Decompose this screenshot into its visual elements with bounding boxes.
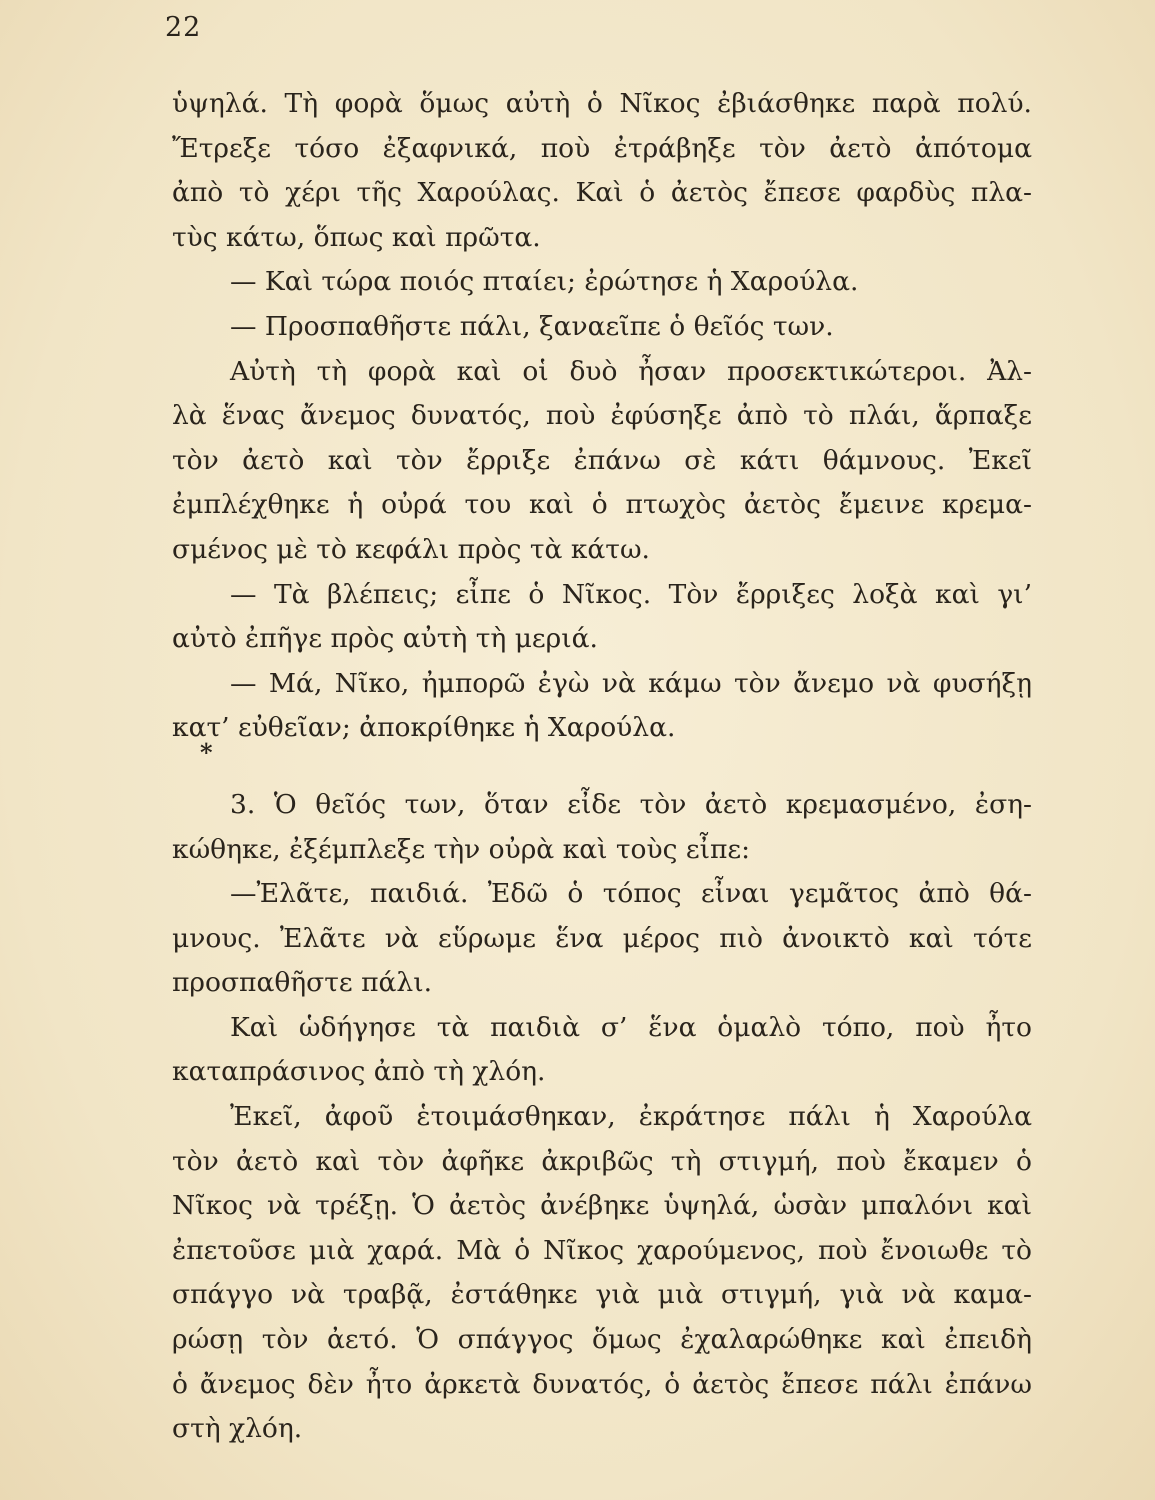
text-line: κώθηκε, ἐξέμπλεξε τὴν οὐρὰ καὶ τοὺς εἶπε: — [172, 833, 751, 865]
text-line: Καὶ ὡδήγησε τὰ παιδιὰ σ’ ἕνα ὁμαλὸ τόπο, ποὺ ἦτο — [230, 1011, 1032, 1043]
page-number: 22 — [165, 12, 202, 43]
text-line: ρώσῃ τὸν ἀετό. Ὁ σπάγγος ὅμως ἐχαλαρώθηκε καὶ ἐπειδὴ — [172, 1324, 1032, 1356]
dialogue-line: — Προσπαθῆστε πάλι, ξαναεῖπε ὁ θεῖός των. — [230, 310, 834, 342]
section-gap — [172, 751, 1032, 783]
text-line: μνους. Ἐλᾶτε νὰ εὕρωμε ἕνα μέρος πιὸ ἀνοικτὸ καὶ τότε — [172, 922, 1032, 954]
text-line: αὐτὸ ἐπῆγε πρὸς αὐτὴ τὴ μεριά. — [172, 623, 598, 655]
text-line: Αὐτὴ τὴ φορὰ καὶ οἱ δυὸ ἦσαν προσεκτικώτεροι. Ἀλ- — [230, 355, 1032, 387]
text-line: λὰ ἕνας ἄνεμος δυνατός, ποὺ ἐφύσηξε ἀπὸ τὸ πλάι, ἅρπαξε — [172, 400, 1032, 432]
text-line: τὸν ἀετὸ καὶ τὸν ἀφῆκε ἀκριβῶς τὴ στιγμή, ποὺ ἔκαμεν ὁ — [172, 1145, 1032, 1177]
section-asterisk-mark: * — [200, 738, 213, 767]
section-start-line: 3. Ὁ θεῖός των, ὅταν εἶδε τὸν ἀετὸ κρεμασμένο, ἐση- — [230, 788, 1032, 820]
dialogue-line: —Ἐλᾶτε, παιδιά. Ἐδῶ ὁ τόπος εἶναι γεμᾶτος ἀπὸ θά- — [230, 878, 1032, 910]
text-line: καταπράσινος ἀπὸ τὴ χλόη. — [172, 1056, 546, 1088]
dialogue-line: — Τὰ βλέπεις; εἶπε ὁ Νῖκος. Τὸν ἔρριξες λοξὰ καὶ γι’ — [230, 578, 1032, 610]
body-text — [172, 82, 1032, 1452]
text-line: στὴ χλόη. — [172, 1413, 303, 1445]
text-line: κατ’ εὐθεῖαν; ἀποκρίθηκε ἡ Χαρούλα. — [172, 712, 676, 744]
text-line: Ἔτρεξε τόσο ἐξαφνικά, ποὺ ἐτράβηξε τὸν ἀετὸ ἀπότομα — [172, 132, 1032, 164]
text-line: προσπαθῆστε πάλι. — [172, 967, 433, 999]
text-line: ὑψηλά. Τὴ φορὰ ὅμως αὐτὴ ὁ Νῖκος ἐβιάσθηκε παρὰ πολύ. — [172, 88, 1032, 119]
text-line: Ἐκεῖ, ἀφοῦ ἑτοιμάσθηκαν, ἐκράτησε πάλι ἡ Χαρούλα — [230, 1101, 1032, 1133]
text-line: τὸν ἀετὸ καὶ τὸν ἔρριξε ἐπάνω σὲ κάτι θάμνους. Ἐκεῖ — [172, 444, 1032, 476]
text-line: τὺς κάτω, ὅπως καὶ πρῶτα. — [172, 221, 541, 253]
text-line: ἐμπλέχθηκε ἡ οὐρά του καὶ ὁ πτωχὸς ἀετὸς ἔμεινε κρεμα- — [172, 489, 1032, 521]
text-line: ὁ ἄνεμος δὲν ἦτο ἀρκετὰ δυνατός, ὁ ἀετὸς ἔπεσε πάλι ἐπάνω — [172, 1368, 1032, 1400]
text-line: σμένος μὲ τὸ κεφάλι πρὸς τὰ κάτω. — [172, 533, 650, 565]
dialogue-line: — Καὶ τώρα ποιός πταίει; ἐρώτησε ἡ Χαρούλα. — [230, 266, 859, 298]
text-line: Νῖκος νὰ τρέξῃ. Ὁ ἀετὸς ἀνέβηκε ὑψηλά, ὡσὰν μπαλόνι καὶ — [172, 1190, 1032, 1222]
text-line: ἐπετοῦσε μιὰ χαρά. Μὰ ὁ Νῖκος χαρούμενος, ποὺ ἔνοιωθε τὸ — [172, 1234, 1032, 1266]
text-line: σπάγγο νὰ τραβᾷ, ἐστάθηκε γιὰ μιὰ στιγμή, γιὰ νὰ καμα- — [172, 1279, 1032, 1311]
dialogue-line: — Μά, Νῖκο, ἠμπορῶ ἐγὼ νὰ κάμω τὸν ἄνεμο νὰ φυσήξῃ — [230, 667, 1032, 699]
text-line: ἀπὸ τὸ χέρι τῆς Χαρούλας. Καὶ ὁ ἀετὸς ἔπεσε φαρδὺς πλα- — [172, 177, 1032, 209]
